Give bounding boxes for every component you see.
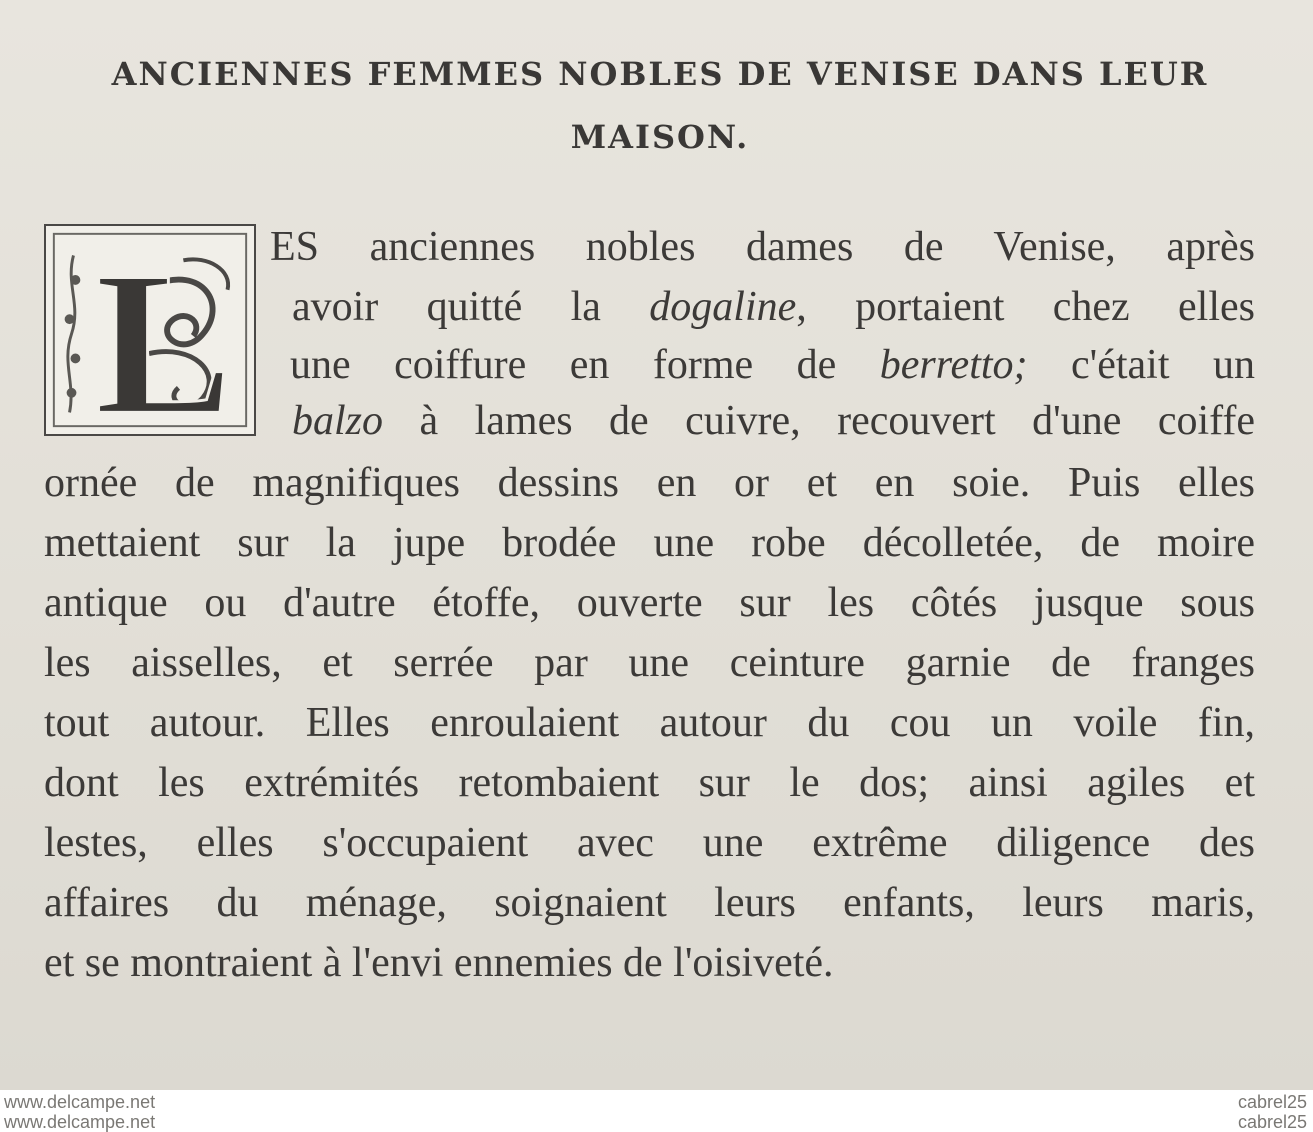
text-run: c'était un	[1027, 342, 1255, 388]
watermark-footer	[0, 1090, 1313, 1132]
paragraph-line-9: tout autour. Elles enroulaient autour du cou un voile fin,	[44, 700, 1255, 746]
italic-term-berretto: berretto;	[879, 342, 1028, 388]
text-run: , portaient chez elles	[796, 284, 1255, 330]
drop-cap-ornament-icon	[46, 226, 254, 434]
paragraph-line-8: les aisselles, et serrée par une ceinture garnie de franges	[44, 640, 1255, 686]
italic-term-balzo: balzo	[292, 398, 384, 444]
paragraph-line-1: ES anciennes nobles dames de Venise, après	[270, 224, 1255, 270]
paragraph-line-7: antique ou d'autre étoffe, ouverte sur les côtés jusque sous	[44, 580, 1255, 626]
footer-site-2: www.delcampe.net	[4, 1112, 156, 1132]
paragraph-line-13: et se montraient à l'envi ennemies de l'oisiveté.	[44, 940, 834, 986]
italic-term-dogaline: dogaline	[649, 284, 797, 330]
paragraph-line-6: mettaient sur la jupe brodée une robe décolletée, de moire	[44, 520, 1255, 566]
drop-cap-letter: L	[95, 228, 233, 434]
paragraph-line-3	[290, 340, 1255, 390]
text-run: avoir quitté la	[292, 284, 650, 330]
text-run: à lames de cuivre, recouvert d'une coiffe	[383, 398, 1255, 444]
paragraph-line-12: affaires du ménage, soignaient leurs enfants, leurs maris,	[44, 880, 1255, 926]
paragraph-line-2	[292, 282, 1255, 332]
paragraph-line-5: ornée de magnifiques dessins en or et en soie. Puis elles	[44, 460, 1255, 506]
footer-user-1: cabrel25	[1237, 1092, 1307, 1112]
paragraph-line-11: lestes, elles s'occupaient avec une extrême diligence des	[44, 820, 1255, 866]
page-title-line-2: MAISON.	[570, 118, 750, 156]
paragraph-line-4	[292, 396, 1255, 446]
footer-user-2: cabrel25	[1237, 1112, 1307, 1132]
page-title-line-1: ANCIENNES FEMMES NOBLES DE VENISE DANS LEUR	[111, 55, 1209, 93]
footer-site-1: www.delcampe.net	[4, 1092, 156, 1112]
paragraph-line-10: dont les extrémités retombaient sur le dos; ainsi agiles et	[44, 760, 1255, 806]
ornamental-drop-cap	[44, 224, 256, 436]
text-run: une coiffure en forme de	[290, 342, 880, 388]
